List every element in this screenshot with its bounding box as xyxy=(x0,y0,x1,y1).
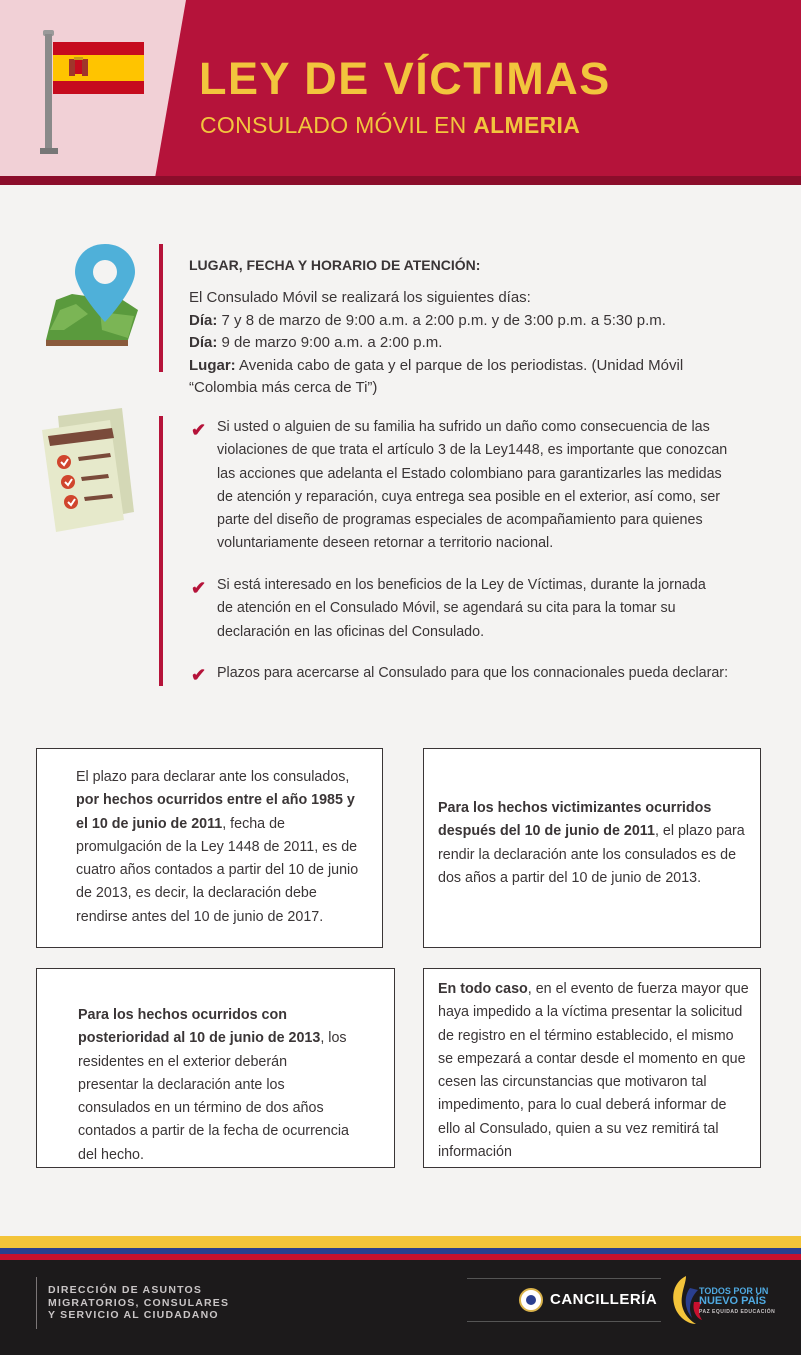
nuevo-line-3: PAZ EQUIDAD EDUCACIÓN xyxy=(699,1309,776,1315)
flagpole-base xyxy=(40,148,58,154)
info-box-2-text xyxy=(438,797,750,890)
spain-flag-icon xyxy=(53,42,144,94)
bullet-item: Si usted o alguien de su familia ha sufrido un daño como consecuencia de las violaciones de que trata el artículo 3 de la Ley1448, es importante que conozcan las acciones que adelanta el Estado colombiano para garantizarles las medidas de atención y reparación, cuya entrega sea posible en el exterior, así como, ser parte del diseño de programas especiales de acompañamiento para quienes voluntariamente deseen retornar a territorio nacional. xyxy=(217,419,728,552)
place-text: Avenida cabo de gata y el parque de los periodistas. (Unidad Móvil “Colombia más cerca de Ti”) xyxy=(189,356,684,397)
place-label: Lugar: xyxy=(189,356,236,374)
schedule-intro: El Consulado Móvil se realizará los siguientes días: xyxy=(189,289,531,306)
box-text-bold: En todo caso xyxy=(438,981,528,997)
footer-line: Y SERVICIO AL CIUDADANO xyxy=(48,1309,219,1321)
section1-details xyxy=(189,287,749,400)
header-underline xyxy=(0,176,801,185)
box-text-regular: , el plazo para rendir la declaración ante los consulados es de dos años a partir del 10 de junio de 2013. xyxy=(438,823,745,886)
page-subtitle xyxy=(200,114,580,137)
footer-line: DIRECCIÓN DE ASUNTOS xyxy=(48,1284,203,1296)
info-box-1-text xyxy=(76,766,368,929)
box-text-regular: , los residentes en el exterior deberán presentar la declaración ante los consulados en un término de dos años contados a partir de la fecha de ocurrencia del hecho. xyxy=(78,1030,350,1163)
box-text-bold: Para los hechos ocurridos con posterioridad al 10 de junio de 2013 xyxy=(78,1007,321,1047)
colombia-seal-icon xyxy=(519,1288,543,1312)
day-text: 7 y 8 de marzo de 9:00 a.m. a 2:00 p.m. y de 3:00 p.m. a 5:30 p.m. xyxy=(217,311,666,329)
nuevo-line-1: TODOS POR UN xyxy=(699,1286,769,1296)
map-pin-icon xyxy=(42,238,142,350)
schedule-place xyxy=(189,355,749,400)
section1-rule xyxy=(159,244,163,372)
subtitle-prefix: CONSULADO MÓVIL EN xyxy=(200,112,474,138)
cancilleria-logo-text: CANCILLERÍA xyxy=(550,1291,658,1308)
box-text-bold: Para los hechos victimizantes ocurridos después del 10 de junio de 2011 xyxy=(438,800,712,840)
day-label: Día: xyxy=(189,311,218,329)
bullet-item: Si está interesado en los beneficios de la Ley de Víctimas, durante la jornada de atención en el Consulado Móvil, se agendará su cita para la tomar su declaración en las oficinas del Consulado. xyxy=(217,577,706,640)
section1-heading: LUGAR, FECHA Y HORARIO DE ATENCIÓN: xyxy=(189,257,481,273)
header-banner xyxy=(0,0,801,185)
flagpole xyxy=(45,34,52,152)
info-box-3-text xyxy=(78,1004,350,1167)
day-text: 9 de marzo 9:00 a.m. a 2:00 p.m. xyxy=(217,334,443,352)
schedule-day-1 xyxy=(189,310,749,333)
box-text-bold: por hechos ocurridos entre el año 1985 y el 10 de junio de 2011 xyxy=(76,792,355,832)
nuevo-line-2: NUEVO PAÍS xyxy=(699,1295,767,1307)
footer-divider xyxy=(36,1277,37,1329)
checklist-document-icon xyxy=(38,408,138,538)
box-text-regular: El plazo para declarar ante los consulados, xyxy=(76,769,350,785)
footer-line: MIGRATORIOS, CONSULARES xyxy=(48,1296,230,1309)
section2-rule xyxy=(159,416,163,686)
box-text-regular: , fecha de promulgación de la Ley 1448 de 2011, es de cuatro años contados a partir del 10 de junio de 2013, es decir, la declaración debe rendirse antes del 10 de junio de 2017. xyxy=(76,815,359,925)
flag-stripe-yellow xyxy=(0,1236,801,1248)
info-box-4-text xyxy=(438,978,750,1164)
schedule-day-2 xyxy=(189,332,749,355)
footer-department xyxy=(48,1284,229,1322)
page-title: LEY DE VÍCTIMAS xyxy=(199,53,611,104)
checkmark-icon: ✔ xyxy=(191,578,207,598)
checkmark-icon: ✔ xyxy=(191,420,207,440)
subtitle-city: ALMERIA xyxy=(473,112,581,138)
bullet-item: Plazos para acercarse al Consulado para que los connacionales pueda declarar: xyxy=(217,665,729,681)
nuevo-pais-text xyxy=(699,1286,775,1317)
box-text-regular: , en el evento de fuerza mayor que haya impedido a la víctima presentar la solicitud de registro en el término establecido, el mismo se empezará a contar desde el momento en que cesen las circunstancias que motivaron tal impedimento, para lo cual deberá informar de ello al Consulado, quien a su vez remitirá tal información xyxy=(438,981,749,1161)
day-label: Día: xyxy=(189,334,218,352)
checkmark-icon: ✔ xyxy=(191,665,207,685)
